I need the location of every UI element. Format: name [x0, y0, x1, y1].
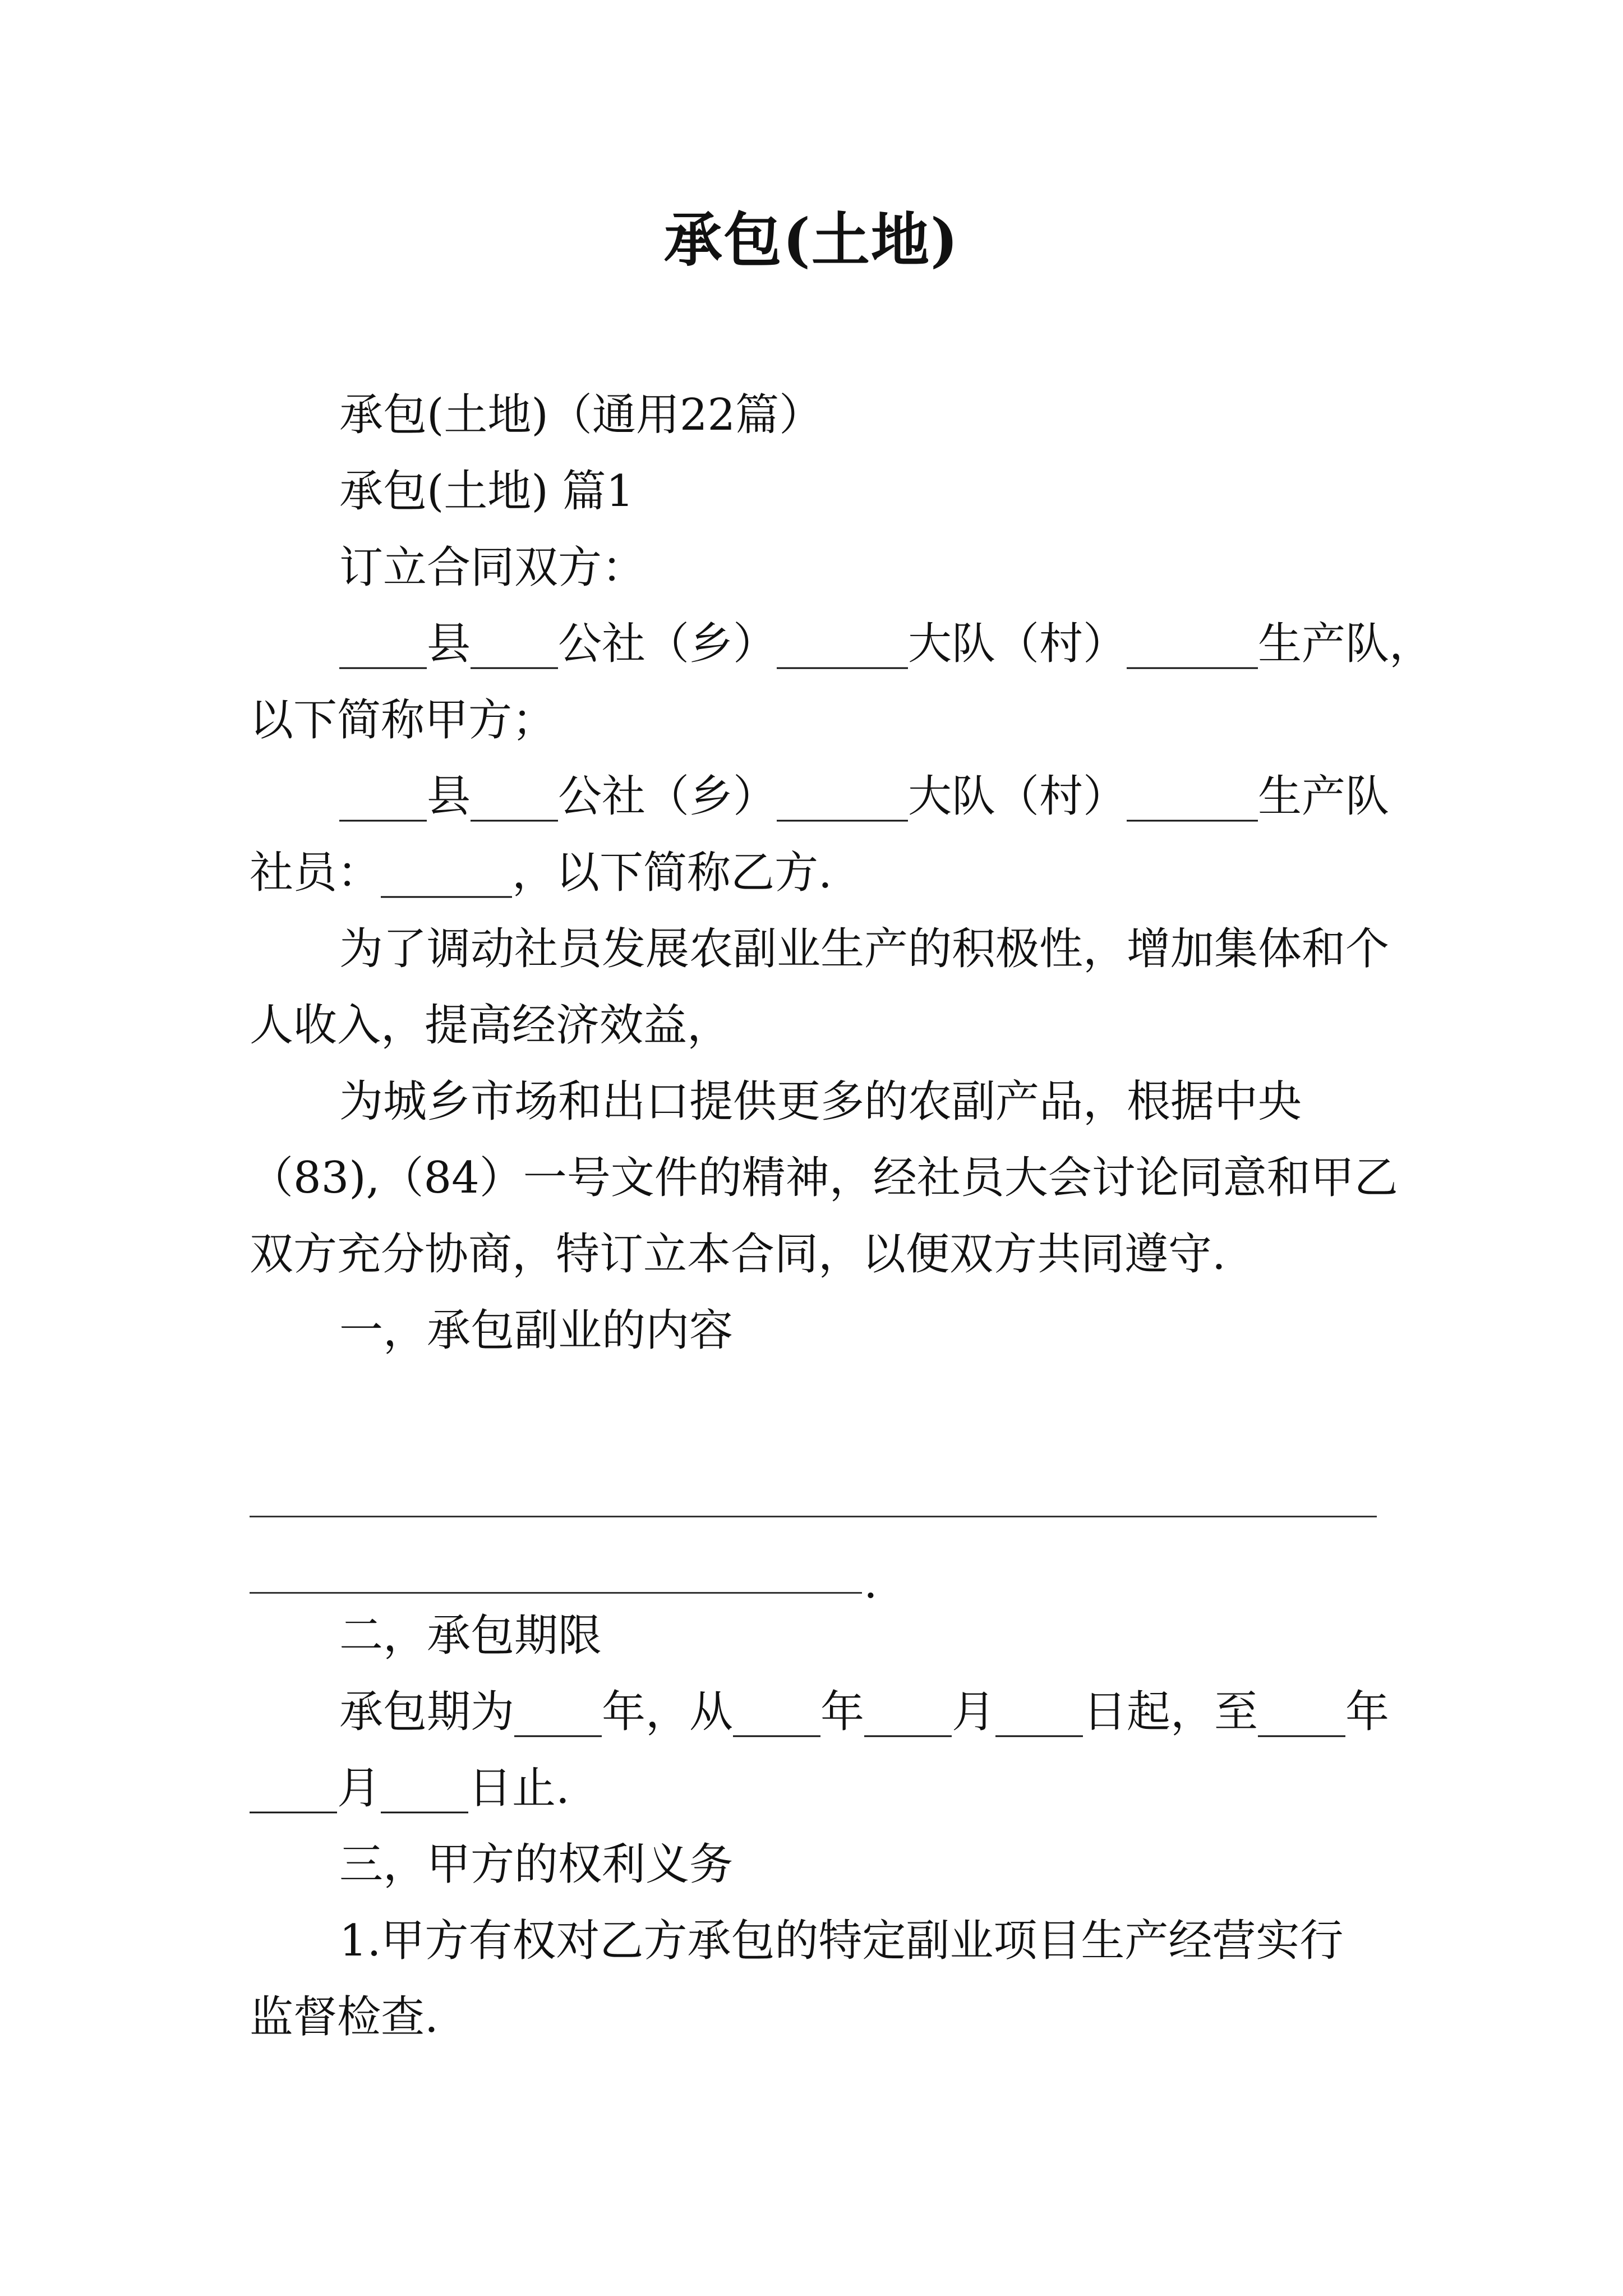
paragraph: 订立合同双方： — [339, 542, 646, 593]
paragraph: ____县____公社（乡）______大队（村）______生产队 — [339, 771, 1390, 822]
paragraph: 以下简称甲方； — [250, 695, 556, 746]
paragraph: 为了调动社员发展农副业生产的积极性，增加集体和个 — [339, 924, 1390, 974]
paragraph: 1.甲方有权对乙方承包的特定副业项目生产经营实行 — [339, 1916, 1344, 1966]
paragraph-heading: 二，承包期限 — [339, 1611, 602, 1661]
paragraph: ____县____公社（乡）______大队（村）______生产队， — [339, 619, 1433, 669]
paragraph: 监督检查. — [250, 1992, 439, 2042]
section-heading: 承包(土地) 篇1 — [339, 466, 634, 517]
document-subtitle: 承包(土地)（通用22篇） — [339, 390, 823, 440]
paragraph: （83),（84）一号文件的精神，经社员大会讨论同意和甲乙 — [250, 1153, 1398, 1203]
paragraph: 社员：______，以下简称乙方. — [250, 848, 832, 898]
paragraph: 人收入，提高经济效益， — [250, 1000, 731, 1051]
paragraph: 双方充分协商，特订立本合同，以便双方共同遵守. — [250, 1229, 1226, 1280]
paragraph: ____月____日止. — [250, 1763, 570, 1814]
blank-line-period: . — [864, 1558, 878, 1608]
blank-fill-line — [250, 1592, 862, 1594]
blank-fill-line — [250, 1516, 1377, 1517]
paragraph-heading: 三，甲方的权利义务 — [339, 1839, 734, 1890]
page-title: 承包(土地) — [663, 205, 960, 274]
paragraph: 为城乡市场和出口提供更多的农副产品，根据中央 — [339, 1076, 1302, 1127]
paragraph-heading: 一，承包副业的内容 — [339, 1305, 734, 1356]
paragraph: 承包期为____年，从____年____月____日起，至____年 — [339, 1687, 1390, 1737]
